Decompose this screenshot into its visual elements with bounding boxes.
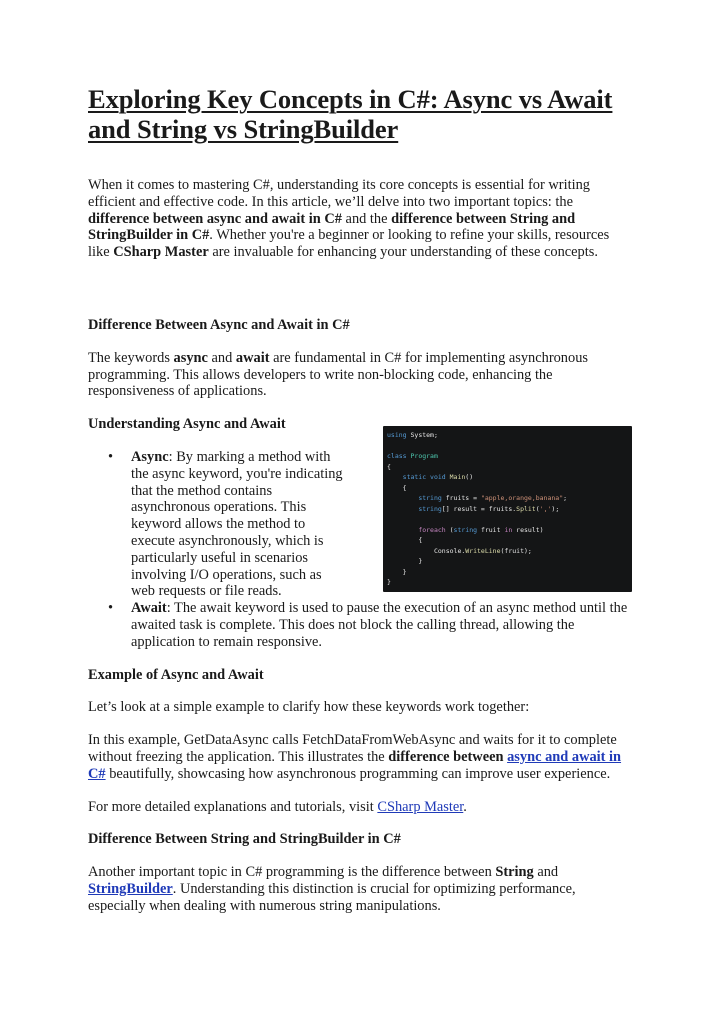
code-token: } [418, 557, 423, 565]
intro-paragraph [88, 177, 633, 261]
await-text: : The await keyword is used to pause the execution of an async method until the awaited task is complete. This does not block the calling thread, allowing the application to remain responsive. [131, 600, 628, 650]
async-line: asynchronous operations. This [131, 499, 307, 516]
code-token: ( [535, 504, 540, 513]
p3-text-2: beautifully, showcasing how asynchronous programming can improve user experience. [105, 765, 611, 782]
code-token: ( [445, 525, 454, 534]
s2-bold-string: String [495, 864, 534, 881]
code-token: (fruit); [500, 546, 532, 555]
term-await: Await [131, 600, 167, 617]
async-await-link[interactable]: async and await in C# [88, 748, 622, 782]
intro-bold-2: difference between String and StringBuilder in C# [88, 210, 576, 244]
code-token: { [387, 462, 391, 471]
subheading-understanding: Understanding Async and Await [88, 416, 286, 433]
code-token: () [465, 473, 474, 481]
async-line: particularly useful in scenarios [131, 549, 309, 566]
example-heading: Example of Async and Await [88, 666, 264, 683]
p4-text-1: For more detailed explanations and tutorials, visit [88, 798, 378, 815]
intro-text-2: and the [341, 210, 392, 227]
p4-text-2: . [463, 798, 467, 815]
code-token: fruits = [441, 494, 481, 502]
intro-text-1: When it comes to mastering C#, understanding its core concepts is essential for writing efficient and effective code. In this article, we’ll delve into two important topics: the [88, 177, 590, 210]
section-heading-async-await: Difference Between Async and Await in C# [88, 316, 350, 333]
code-token: [] result = fruits. [441, 504, 517, 513]
code-token: ',' [539, 504, 552, 513]
code-token: class [387, 452, 407, 460]
async-line: involving I/O operations, such as [131, 566, 322, 583]
code-token: WriteLine [465, 546, 501, 555]
code-token: using [387, 431, 407, 439]
async-line: : By marking a method with [168, 448, 331, 465]
p3-bold: difference between [388, 748, 504, 765]
code-token: { [402, 483, 407, 492]
stringbuilder-link[interactable]: StringBuilder [88, 880, 173, 897]
list-item-await [88, 600, 633, 650]
code-token: in [504, 525, 513, 534]
code-token: string [418, 504, 442, 513]
code-token: } [402, 567, 407, 576]
async-await-paragraph [88, 350, 633, 400]
code-token: Main [445, 473, 466, 481]
example-explanation [88, 732, 633, 782]
code-token: { [418, 536, 423, 544]
code-screenshot [383, 426, 632, 592]
code-token: Program [406, 452, 438, 460]
csharp-master-link[interactable]: CSharp Master [377, 798, 464, 815]
intro-text-3: . Whether you're a beginner or looking to refine your skills, resources like [88, 227, 610, 261]
code-token: Console. [433, 546, 466, 555]
code-token: result) [512, 525, 544, 534]
code-token: string [418, 494, 442, 502]
async-line: keyword allows the method to [131, 516, 306, 533]
s2-text-2: and [533, 864, 559, 881]
p1-text-2: and [207, 349, 236, 366]
intro-bold-3: CSharp Master [113, 244, 209, 261]
article-title: Exploring Key Concepts in C#: Async vs Await and String vs StringBuilder [88, 84, 613, 144]
async-line: execute asynchronously, which is [131, 532, 324, 549]
async-line: that the method contains [131, 482, 273, 499]
code-token: System; [406, 431, 438, 439]
code-token: "apple,orange,banana" [480, 494, 564, 502]
p3-text-1: In this example, GetDataAsync calls FetchDataFromWebAsync and waits for it to complete without freezing the application. This illustrates the [88, 732, 617, 765]
s2-text-3: . Understanding this distinction is crucial for optimizing performance, especially when dealing with numerous string manipulations. [88, 880, 576, 914]
section-heading-string-builder: Difference Between String and StringBuilder in C# [88, 831, 401, 848]
more-info-paragraph [88, 799, 633, 816]
async-line: web requests or file reads. [131, 583, 282, 600]
code-token: foreach [418, 525, 446, 534]
code-token: string [453, 525, 478, 534]
intro-text-4: are invaluable for enhancing your understanding of these concepts. [208, 244, 598, 261]
p1-text-1: The keywords [88, 349, 174, 366]
p1-text-3: are fundamental in C# for implementing asynchronous programming. This allows developers to write non-blocking code, enhancing the responsiveness of applications. [88, 349, 588, 400]
example-intro: Let’s look at a simple example to clarify how these keywords work together: [88, 699, 530, 716]
code-token: ); [551, 504, 560, 513]
code-token: ; [563, 494, 568, 502]
code-token: static void [402, 473, 446, 481]
intro-bold-1: difference between async and await in C# [88, 210, 342, 227]
code-token: fruit [477, 525, 505, 534]
string-builder-paragraph [88, 864, 633, 914]
bullet-icon: • [108, 448, 114, 465]
code-token: } [387, 578, 391, 586]
p1-bold-async: async [173, 349, 208, 366]
async-line: the async keyword, you're indicating [131, 465, 343, 482]
s2-text-1: Another important topic in C# programming is the difference between [88, 864, 496, 881]
term-async: Async [131, 448, 169, 465]
code-token: Split [516, 504, 536, 513]
bullet-icon: • [108, 600, 114, 617]
p1-bold-await: await [235, 349, 270, 366]
